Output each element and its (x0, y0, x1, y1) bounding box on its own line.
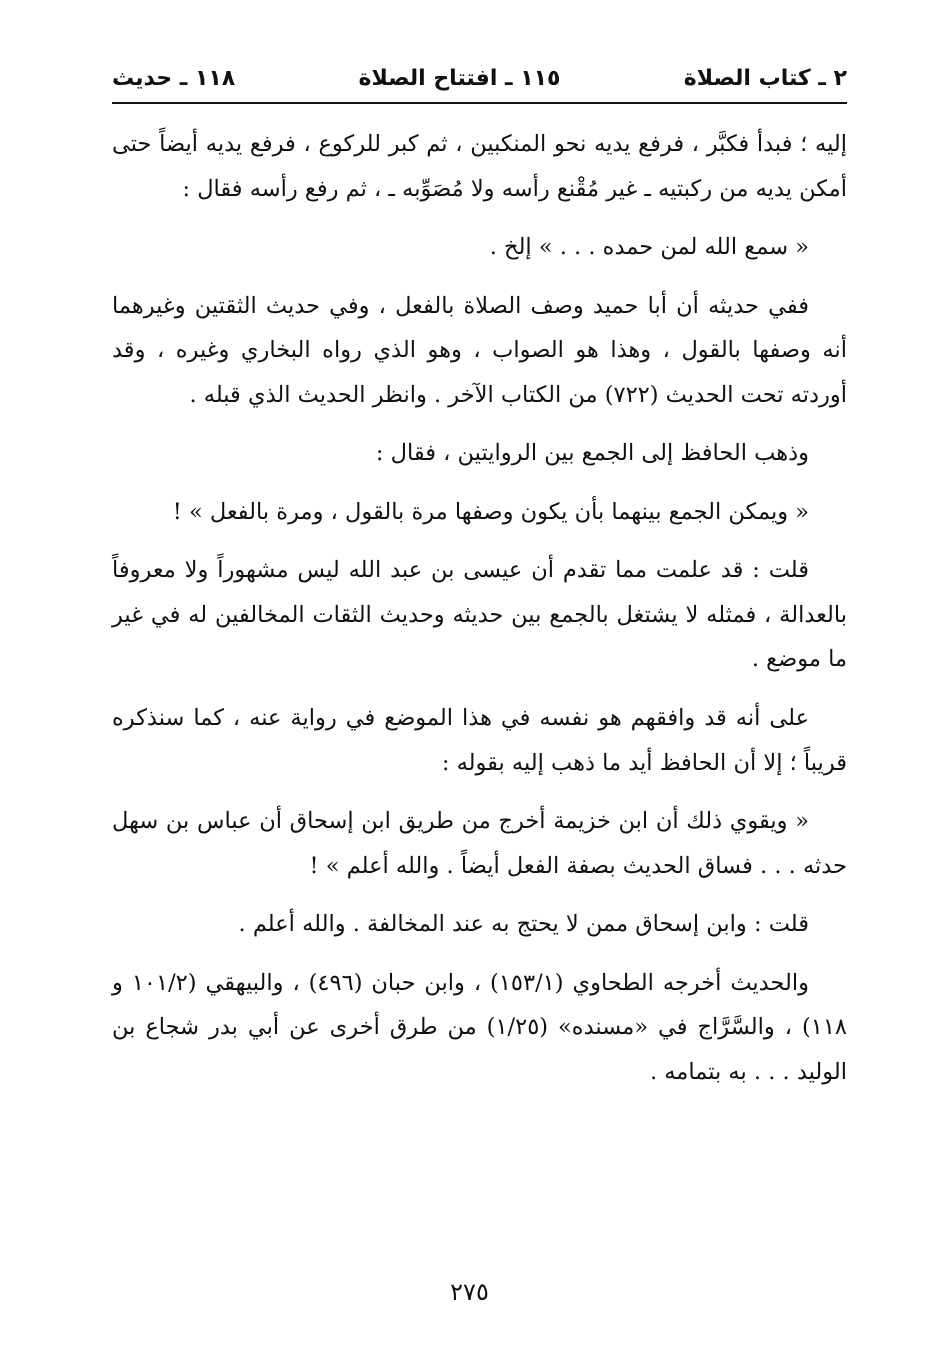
paragraph-10: والحديث أخرجه الطحاوي (١٥٣/١) ، وابن حبان (٤٩٦) ، والبيهقي (١٠١/٢ و ١١٨) ، والسَّرَّاج في «مسنده» (١/٢٥) من طرق أخرى عن أبي بدر شجاع بن الوليد . . . به بتمامه . (112, 969, 847, 1085)
page-number: ٢٧٥ (450, 1278, 489, 1306)
paragraph-8-quote: « ويقوي ذلك أن ابن خزيمة أخرج من طريق ابن إسحاق أن عباس بن سهل حدثه . . . فساق الحديث بصفة الفعل أيضاً . والله أعلم » ! (112, 808, 847, 879)
paragraph-7: على أنه قد وافقهم هو نفسه في هذا الموضع في رواية عنه ، كما سنذكره قريباً ؛ إلا أن الحافظ أيد ما ذهب إليه بقوله : (112, 705, 847, 776)
paragraph-4: وذهب الحافظ إلى الجمع بين الروايتين ، فقال : (375, 440, 809, 467)
paragraph-2-quote: « سمع الله لمن حمده . . . » إلخ . (489, 234, 809, 261)
header-divider (112, 102, 847, 104)
header-book-title: ٢ ـ كتاب الصلاة (683, 65, 847, 91)
running-header (112, 60, 847, 96)
paragraph-3: ففي حديثه أن أبا حميد وصف الصلاة بالفعل ، وفي حديث الثقتين وغيرهما أنه وصفها بالقول ، وهذا هو الصواب ، وهو الذي رواه البخاري وغيره ، وقد أوردته تحت الحديث (٧٢٢) من الكتاب الآخر . وانظر الحديث الذي قبله . (112, 292, 847, 408)
paragraph-6: قلت : قد علمت مما تقدم أن عيسى بن عبد الله ليس مشهوراً ولا معروفاً بالعدالة ، فمثله لا يشتغل بالجمع بين حديثه وحديث الثقات المخالفين له في غير ما موضع . (112, 557, 847, 673)
header-hadith-number: ١١٨ ـ حديث (112, 65, 236, 91)
paragraph-1: إليه ؛ فبدأ فكبَّر ، فرفع يديه نحو المنكبين ، ثم كبر للركوع ، فرفع يديه أيضاً حتى أمكن يديه من ركبتيه ـ غير مُقْنع رأسه ولا مُصَوِّبه ـ ، ثم رفع رأسه فقال : (112, 131, 847, 202)
paragraph-5-quote: « ويمكن الجمع بينهما بأن يكون وصفها مرة بالقول ، ومرة بالفعل » ! (172, 498, 809, 525)
header-chapter-title: ١١٥ ـ افتتاح الصلاة (358, 65, 561, 91)
paragraph-9: قلت : وابن إسحاق ممن لا يحتج به عند المخالفة . والله أعلم . (238, 911, 809, 938)
body-text (112, 122, 847, 1108)
